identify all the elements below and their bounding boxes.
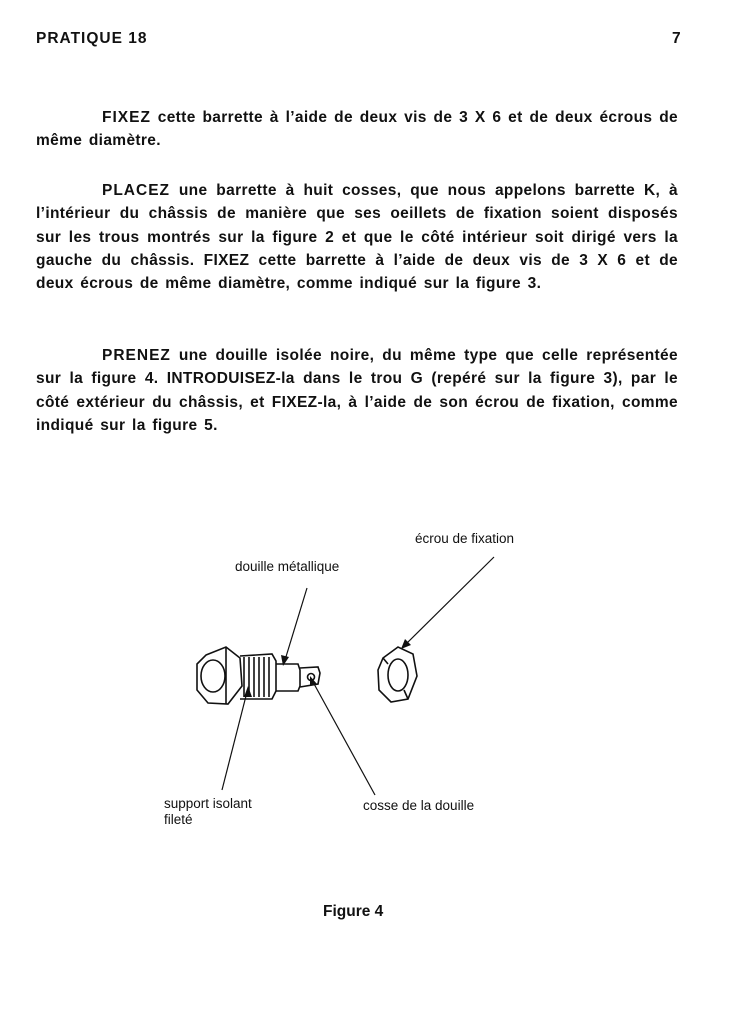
header-title: PRATIQUE 18 [36, 30, 148, 47]
leader-line-support [222, 692, 247, 790]
label-support-isolant: support isolant [164, 796, 252, 811]
arrowhead-support [244, 686, 252, 697]
leader-lines [222, 557, 494, 795]
figure-caption: Figure 4 [323, 903, 384, 920]
socket-illustration [197, 647, 320, 704]
nut-illustration [378, 647, 417, 702]
paragraph-3-text: une douille isolée noire, du même type que celle représentée sur la figure 4. INTRODUISEZ-la dans le trou G (repéré sur la figure 3), par le côté extérieur du châssis, et FIXEZ-la, à l’aide de son écrou de fixation, comme indiqué sur la figure 5. [36, 347, 678, 434]
label-support-isolant-line2: fileté [164, 812, 193, 827]
paragraph-2-text: une barrette à huit cosses, que nous appelons barrette K, à l’intérieur du châssis de manière que ses oeillets de fixation soient disposés sur les trous montrés sur la figure 2 et que le côté intérieur soit dirigé vers la gauche du châssis. FIXEZ cette barrette à l’aide de deux vis de 3 X 6 et de deux écrous de même diamètre, comme indiqué sur la figure 3. [36, 182, 678, 293]
leader-line-ecrou [405, 557, 494, 645]
label-ecrou-de-fixation: écrou de fixation [415, 531, 515, 546]
paragraph-1-text: cette barrette à l’aide de deux vis de 3 X 6 et de deux écrous de même diamètre. [36, 109, 678, 150]
paragraph-3-lead: PRENEZ [102, 347, 171, 364]
page-number: 7 [672, 30, 681, 47]
leader-line-cosse [313, 682, 375, 795]
label-cosse-de-la-douille: cosse de la douille [363, 798, 475, 813]
paragraph-1-lead: FIXEZ [102, 109, 151, 126]
label-douille-metallique: douille métallique [235, 559, 340, 574]
leader-line-douille [285, 588, 307, 660]
paragraph-2-lead: PLACEZ [102, 182, 170, 199]
